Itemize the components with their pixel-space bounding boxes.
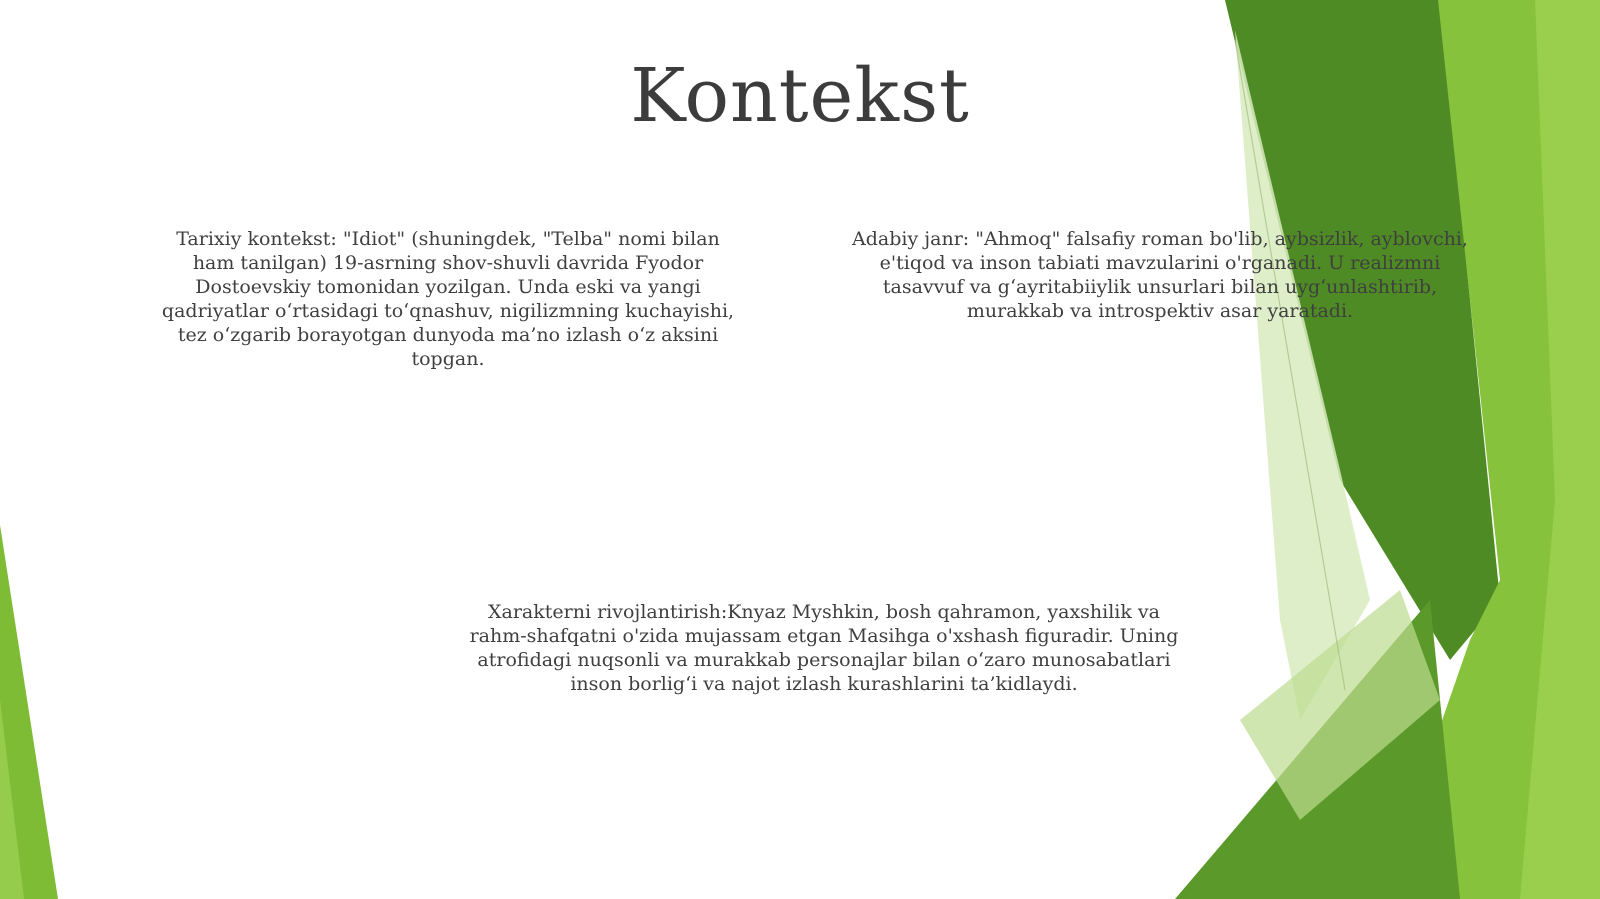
literary-genre-text: Adabiy janr: "Ahmoq" falsafiy roman bo'lib, aybsizlik, ayblovchi, e'tiqod va inson tabiati mavzularini o'rganadi. U realizmni tasavvuf va g‘ayritabiiylik unsurlari bilan uyg‘unlashtirib, murakkab va introspektiv asar yaratadi.: [852, 228, 1468, 322]
character-development-text: Xarakterni rivojlantirish:Knyaz Myshkin, bosh qahramon, yaxshilik va rahm-shafqatni o'zida mujassam etgan Masihga o'xshash figuradir. Uning atrofidagi nuqsonli va murakkab personajlar bilan o‘zaro munosabatlari inson borlig‘i va najot izlash kurashlarini ta’kidlaydi.: [469, 601, 1179, 695]
historical-context-text: Tarixiy kontekst: "Idiot" (shuningdek, "Telba" nomi bilan ham tanilgan) 19-asrning shov-shuvli davrida Fyodor Dostoevskiy tomonidan yozilgan. Unda eski va yangi qadriyatlar o‘rtasidagi to‘qnashuv, nigilizmning kuchayishi, tez o‘zgarib borayotgan dunyoda ma’no izlash o‘z aksini topgan.: [161, 228, 735, 370]
slide-title: Kontekst: [630, 53, 970, 139]
